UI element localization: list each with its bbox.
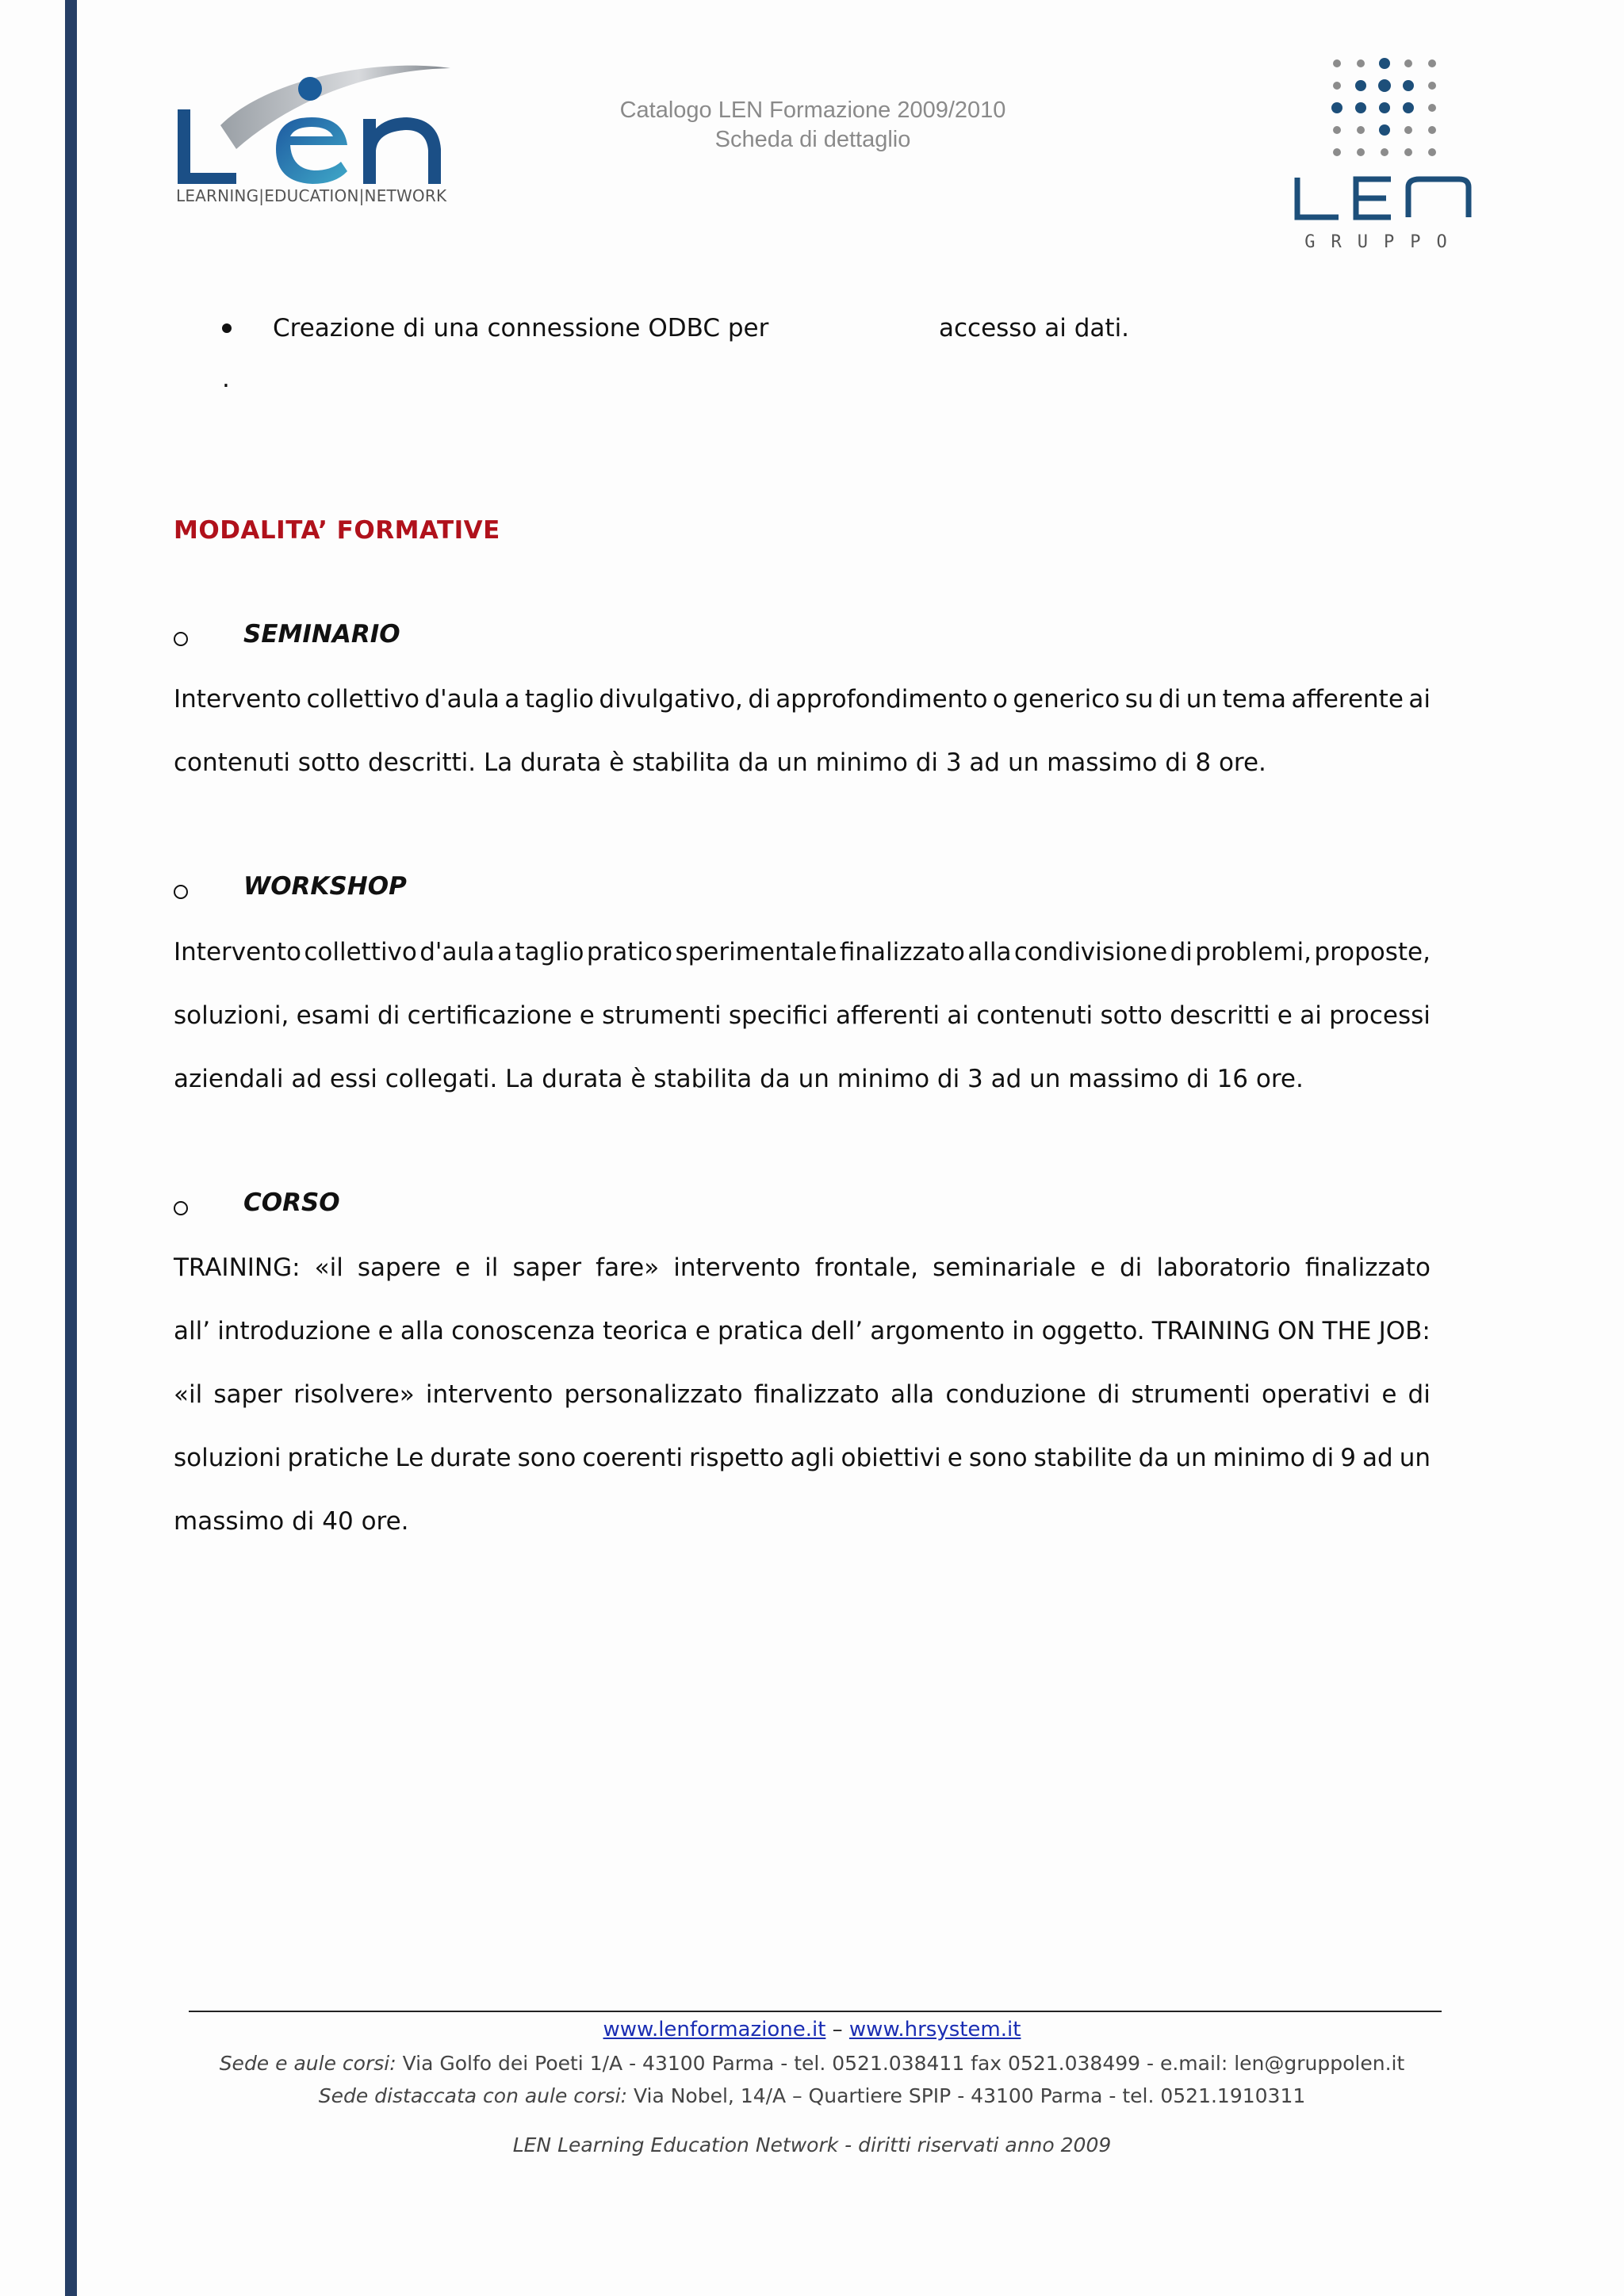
bullet-text-part2: accesso ai dati. xyxy=(939,314,1130,342)
paragraph-line xyxy=(174,1363,1431,1426)
footer-text: Via Golfo dei Poeti 1/A - 43100 Parma - tel. 0521.038411 fax 0521.038499 - e.mail: len@gruppolen.it xyxy=(396,2052,1405,2075)
word: proposte, xyxy=(1314,938,1431,966)
word: di xyxy=(1159,685,1182,714)
word: introduzione xyxy=(217,1317,371,1345)
stray-period: . xyxy=(222,365,230,393)
word: di xyxy=(1408,1380,1431,1409)
word: su xyxy=(1124,685,1154,714)
link-hrsystem[interactable]: www.hrsystem.it xyxy=(848,2018,1021,2042)
word: argomento xyxy=(870,1317,1005,1345)
footer-label: Sede e aule corsi: xyxy=(219,2052,396,2075)
paragraph-line: aziendali ad essi collegati. La durata è stabilita da un minimo di 3 ad un massimo di 16 ore. xyxy=(174,1065,1304,1093)
paragraph-line xyxy=(174,668,1431,731)
word: a xyxy=(497,938,513,966)
header-subtitle: Scheda di dettaglio xyxy=(714,127,911,152)
word: stabilite xyxy=(1033,1444,1132,1472)
word: alla xyxy=(967,938,1012,966)
paragraph-corso xyxy=(174,1236,1431,1553)
word: d'aula xyxy=(424,685,500,714)
mode-title-seminario: SEMINARIO xyxy=(243,620,400,649)
word: ai xyxy=(1408,685,1431,714)
word: certificazione xyxy=(407,1001,573,1030)
footer-rule xyxy=(189,2011,1442,2012)
paragraph-seminario xyxy=(174,668,1431,794)
word: e xyxy=(1381,1380,1397,1409)
word: seminariale xyxy=(933,1253,1076,1282)
circle-bullet-icon xyxy=(174,1201,188,1215)
word: alla xyxy=(890,1380,935,1409)
paragraph-line: massimo di 40 ore. xyxy=(174,1507,409,1536)
word: specifici xyxy=(728,1001,829,1030)
word: di xyxy=(748,685,771,714)
bullet-text-part1: Creazione di una connessione ODBC per xyxy=(273,314,769,342)
bullet-dot xyxy=(222,323,232,333)
word: collettivo xyxy=(306,685,419,714)
word: teorica xyxy=(603,1317,688,1345)
word: d'aula xyxy=(419,938,495,966)
circle-bullet-icon xyxy=(174,885,188,899)
word: e xyxy=(1090,1253,1105,1282)
word: ai xyxy=(1300,1001,1322,1030)
word: e xyxy=(377,1317,393,1345)
word: conoscenza xyxy=(451,1317,596,1345)
word: un xyxy=(1399,1444,1431,1472)
footer-links xyxy=(0,2018,1624,2042)
word: esami xyxy=(296,1001,370,1030)
word: finalizzato xyxy=(839,938,965,966)
word: taglio xyxy=(524,685,594,714)
circle-bullet-icon xyxy=(174,632,188,646)
word: JOB: xyxy=(1378,1317,1431,1345)
word: sono xyxy=(517,1444,576,1472)
word: sono xyxy=(968,1444,1028,1472)
word: taglio xyxy=(515,938,584,966)
word: saper xyxy=(512,1253,582,1282)
word: pratiche xyxy=(287,1444,389,1472)
word: da xyxy=(1138,1444,1170,1472)
paragraph-line xyxy=(174,1236,1431,1299)
word: pratica xyxy=(717,1317,804,1345)
word: intervento xyxy=(673,1253,801,1282)
word: contenuti xyxy=(976,1001,1094,1030)
word: all’ xyxy=(174,1317,211,1345)
word: approfondimento xyxy=(776,685,988,714)
word: a xyxy=(504,685,520,714)
word: e xyxy=(579,1001,595,1030)
word: saper xyxy=(213,1380,282,1409)
word: 9 xyxy=(1340,1444,1356,1472)
word: «il xyxy=(314,1253,343,1282)
word: e xyxy=(695,1317,710,1345)
paragraph-line xyxy=(174,1299,1431,1363)
word: alla xyxy=(400,1317,445,1345)
footer-copyright: LEN Learning Education Network - diritti riservati anno 2009 xyxy=(512,2133,1112,2156)
link-separator: – xyxy=(825,2018,849,2042)
word: processi xyxy=(1329,1001,1431,1030)
word: laboratorio xyxy=(1156,1253,1291,1282)
footer-text: Via Nobel, 14/A – Quartiere SPIP - 43100 Parma - tel. 0521.1910311 xyxy=(627,2084,1306,2107)
word: soluzioni, xyxy=(174,1001,289,1030)
word: obiettivi xyxy=(841,1444,941,1472)
word: e xyxy=(1277,1001,1293,1030)
word: TRAINING: xyxy=(174,1253,301,1282)
left-page-border xyxy=(65,0,77,2296)
footer-address-secondary xyxy=(0,2084,1624,2107)
word: e xyxy=(947,1444,963,1472)
word: condivisione xyxy=(1013,938,1168,966)
word: sapere xyxy=(357,1253,441,1282)
word: generico xyxy=(1013,685,1120,714)
word: tema xyxy=(1222,685,1286,714)
mode-title-corso: CORSO xyxy=(243,1188,340,1217)
word: durate xyxy=(430,1444,511,1472)
word: e xyxy=(455,1253,471,1282)
word: di xyxy=(377,1001,400,1030)
word: conduzione xyxy=(945,1380,1086,1409)
left-logo-tagline: LEARNING|EDUCATION|NETWORK xyxy=(176,186,447,205)
word: strumenti xyxy=(602,1001,722,1030)
word: rispetto xyxy=(689,1444,784,1472)
paragraph-workshop xyxy=(174,920,1431,1111)
word: problemi, xyxy=(1195,938,1312,966)
word: afferente xyxy=(1291,685,1404,714)
word: soluzioni xyxy=(174,1444,282,1472)
word: oggetto. xyxy=(1041,1317,1145,1345)
word: finalizzato xyxy=(1304,1253,1431,1282)
paragraph-line xyxy=(174,984,1431,1047)
word: Intervento xyxy=(174,938,301,966)
paragraph-line xyxy=(174,920,1431,984)
word: di xyxy=(1120,1253,1143,1282)
word: intervento xyxy=(425,1380,553,1409)
word: pratico xyxy=(586,938,673,966)
word: sperimentale xyxy=(675,938,837,966)
link-lenformazione[interactable]: www.lenformazione.it xyxy=(603,2018,826,2042)
word: risolvere» xyxy=(293,1380,415,1409)
word: un xyxy=(1175,1444,1207,1472)
len-gruppo-logo xyxy=(1293,54,1475,255)
word: afferenti xyxy=(835,1001,940,1030)
word: ad xyxy=(1362,1444,1393,1472)
word: divulgativo, xyxy=(599,685,743,714)
word: THE xyxy=(1322,1317,1372,1345)
word: minimo xyxy=(1212,1444,1305,1472)
word: collettivo xyxy=(304,938,417,966)
word: di xyxy=(1097,1380,1120,1409)
word: operativi xyxy=(1261,1380,1371,1409)
word: frontale, xyxy=(814,1253,919,1282)
word: ON xyxy=(1277,1317,1316,1345)
word: dell’ xyxy=(810,1317,864,1345)
word: il xyxy=(485,1253,499,1282)
word: strumenti xyxy=(1131,1380,1251,1409)
word: sotto xyxy=(1100,1001,1162,1030)
header-title: Catalogo LEN Formazione 2009/2010 xyxy=(619,98,1006,123)
right-logo-subtext: GRUPPO xyxy=(1304,232,1463,252)
word: descritti xyxy=(1170,1001,1270,1030)
footer-address-main xyxy=(0,2052,1624,2075)
word: Le xyxy=(395,1444,424,1472)
footer-label: Sede distaccata con aule corsi: xyxy=(318,2084,628,2107)
word: in xyxy=(1012,1317,1035,1345)
word: di xyxy=(1311,1444,1335,1472)
paragraph-line xyxy=(174,1426,1431,1490)
word: coerenti xyxy=(582,1444,684,1472)
mode-title-workshop: WORKSHOP xyxy=(243,872,407,901)
word: un xyxy=(1185,685,1218,714)
word: personalizzato xyxy=(564,1380,743,1409)
word: finalizzato xyxy=(753,1380,879,1409)
word: fare» xyxy=(596,1253,660,1282)
word: TRAINING xyxy=(1151,1317,1270,1345)
section-title: MODALITA’ FORMATIVE xyxy=(174,516,500,545)
word: «il xyxy=(174,1380,203,1409)
word: Intervento xyxy=(174,685,301,714)
word: ai xyxy=(947,1001,969,1030)
word: di xyxy=(1170,938,1193,966)
paragraph-line: contenuti sotto descritti. La durata è stabilita da un minimo di 3 ad un massimo di 8 ore. xyxy=(174,748,1266,777)
word: agli xyxy=(790,1444,835,1472)
word: o xyxy=(992,685,1008,714)
